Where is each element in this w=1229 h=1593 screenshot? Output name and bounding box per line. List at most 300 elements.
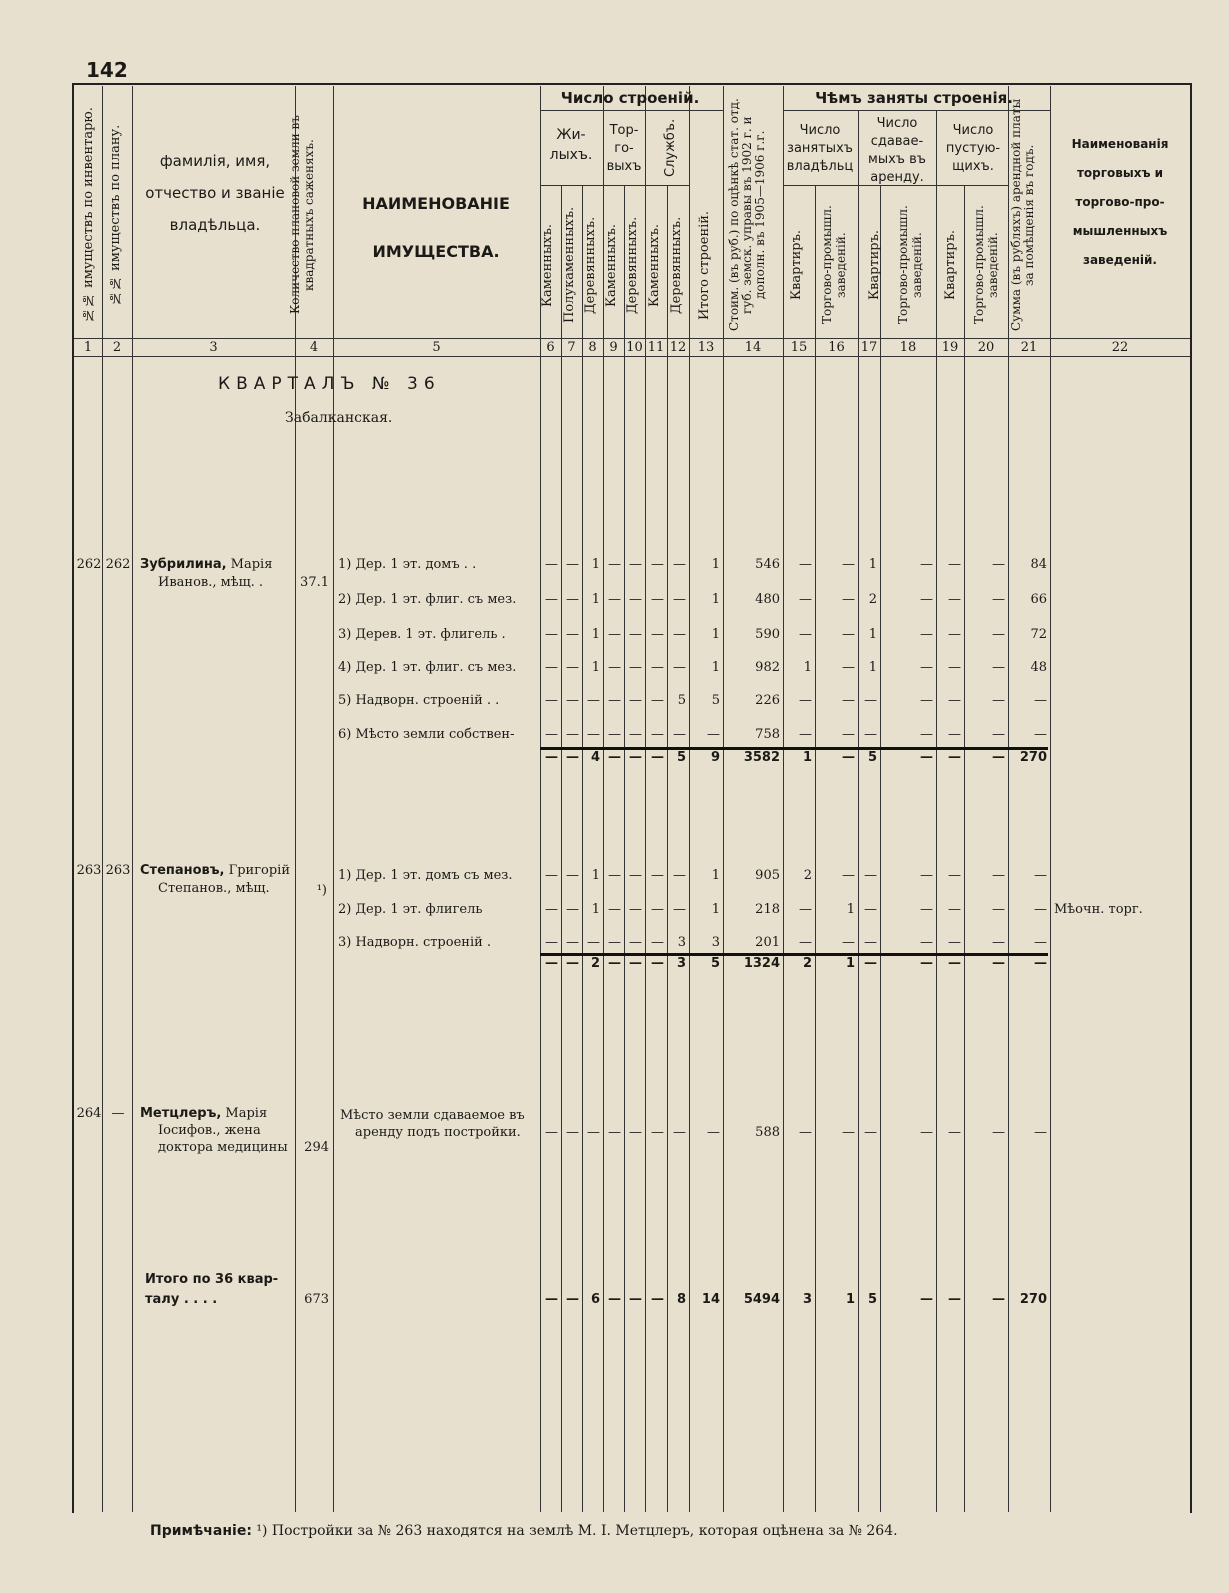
value-col7: — [566, 1292, 579, 1307]
value-col20: — [992, 956, 1005, 971]
column-number-1: 1 [83, 340, 93, 355]
value-col14: 480 [755, 592, 780, 607]
column-number-3: 3 [209, 340, 218, 355]
value-col10: — [629, 1292, 642, 1307]
value-col7: — [566, 750, 579, 765]
value-col8: — [587, 1125, 600, 1140]
value-col13: — [707, 727, 720, 742]
value-col16: — [842, 935, 855, 950]
value-col12: 5 [676, 750, 686, 765]
value-col19: — [948, 750, 961, 765]
value-col19: — [948, 935, 961, 950]
area-value: 294 [304, 1140, 329, 1155]
value-col13: 9 [710, 750, 720, 765]
value-col10: — [629, 727, 642, 742]
value-col7: — [566, 1125, 579, 1140]
inventory-number: 262 [76, 557, 102, 572]
column-number-21: 21 [1020, 340, 1038, 355]
header-col9: Каменныхъ. [604, 223, 619, 307]
value-col17: — [864, 727, 877, 742]
value-col14: 982 [755, 660, 780, 675]
value-col18: — [920, 902, 933, 917]
value-col7: — [566, 627, 579, 642]
value-col10: — [629, 557, 642, 572]
property-description: 3) Надворн. строеній . [338, 935, 492, 950]
value-col16: — [842, 750, 855, 765]
value-col14: 201 [755, 935, 780, 950]
value-col7: — [566, 935, 579, 950]
value-col8: — [587, 935, 600, 950]
header-col16: Торгово-промышл. заведеній. [820, 205, 848, 325]
value-col13: 1 [711, 557, 720, 572]
value-col12: 3 [676, 956, 686, 971]
value-col10: — [629, 693, 642, 708]
owner-title: доктора медицины [158, 1140, 288, 1155]
value-col17: — [864, 868, 877, 883]
value-col8: — [587, 727, 600, 742]
value-col8: 1 [591, 902, 600, 917]
value-col16: — [842, 1125, 855, 1140]
value-col21: 270 [1019, 750, 1047, 765]
value-col21: 270 [1019, 1292, 1047, 1307]
value-col18: — [920, 935, 933, 950]
value-col12: — [673, 592, 686, 607]
grand-total-label: Итого по 36 квар- [145, 1272, 279, 1287]
header-col15: Квартиръ. [789, 229, 804, 301]
value-col17: 2 [868, 592, 877, 607]
value-col8: 2 [590, 956, 600, 971]
header-col13: Итого строеній. [697, 210, 712, 320]
header-col2: №№ имуществъ по плану. [108, 124, 123, 306]
value-col14: 590 [755, 627, 780, 642]
value-col14: 588 [755, 1125, 780, 1140]
value-col14: 226 [755, 693, 780, 708]
value-col19: — [948, 660, 961, 675]
value-col15: 2 [803, 868, 812, 883]
value-col13: 5 [711, 693, 720, 708]
value-col6: — [545, 902, 558, 917]
header-col1: №№ имуществъ по инвентарю. [81, 107, 96, 323]
value-col13: — [707, 1125, 720, 1140]
value-col9: — [608, 660, 621, 675]
value-col15: — [799, 592, 812, 607]
value-col19: — [948, 1292, 961, 1307]
value-col15: 1 [803, 660, 812, 675]
header-col10: Деревянныхъ. [625, 216, 640, 314]
row-rule [74, 338, 1190, 339]
column-number-15: 15 [790, 340, 808, 355]
value-col9: — [608, 868, 621, 883]
value-col15: — [799, 627, 812, 642]
value-col10: — [629, 750, 642, 765]
property-description: 2) Дер. 1 эт. флиг. съ мез. [338, 592, 517, 607]
value-col20: — [992, 868, 1005, 883]
header-col19: Квартиръ. [943, 229, 958, 301]
value-col15: — [799, 902, 812, 917]
table-right-border [1190, 83, 1192, 1513]
value-col21: — [1034, 935, 1047, 950]
value-col11: — [651, 592, 664, 607]
value-col17: — [864, 1125, 877, 1140]
value-col12: — [673, 868, 686, 883]
value-col9: — [608, 727, 621, 742]
value-col18: — [920, 557, 933, 572]
value-col17: 5 [867, 1292, 877, 1307]
value-col19: — [948, 557, 961, 572]
value-col20: — [992, 1292, 1005, 1307]
value-col10: — [629, 1125, 642, 1140]
value-col8: 1 [591, 868, 600, 883]
value-col8: 1 [591, 557, 600, 572]
value-col17: — [864, 902, 877, 917]
property-description: 5) Надворн. строеній . . [338, 693, 500, 708]
value-col17: — [864, 935, 877, 950]
owner-name: Метцлеръ, Марія [140, 1106, 268, 1121]
value-col18: — [920, 627, 933, 642]
area-value: ¹) [316, 883, 327, 898]
block-title: КВАРТАЛЪ № 36 [218, 374, 441, 394]
column-rule [880, 185, 881, 1512]
value-col16: — [842, 557, 855, 572]
value-col12: — [673, 902, 686, 917]
value-col16: 1 [845, 1292, 855, 1307]
column-number-18: 18 [899, 340, 917, 355]
header-group-buildings: Число строеній. [560, 89, 700, 107]
column-number-17: 17 [860, 340, 878, 355]
value-col10: — [629, 868, 642, 883]
header-sub-owner: Число занятыхъ владѣльц [786, 123, 854, 174]
header-sub-rent: Число сдавае-мыхъ въ аренду. [868, 116, 926, 185]
column-number-4: 4 [309, 340, 319, 355]
value-col19: — [948, 956, 961, 971]
value-col19: — [948, 1125, 961, 1140]
value-col11: — [651, 868, 664, 883]
value-col10: — [629, 935, 642, 950]
property-description: 1) Дер. 1 эт. домъ . . [338, 557, 477, 572]
value-col6: — [545, 693, 558, 708]
column-rule [964, 185, 965, 1512]
value-col15: 2 [802, 956, 812, 971]
value-col11: — [651, 557, 664, 572]
value-col21: 84 [1030, 557, 1047, 572]
value-col10: — [629, 902, 642, 917]
value-col14: 1324 [743, 956, 780, 971]
header-col20: Торгово-промышл. заведеній. [972, 205, 1000, 325]
grand-total-area: 673 [304, 1292, 329, 1307]
value-col7: — [566, 956, 579, 971]
column-number-16: 16 [828, 340, 845, 355]
value-col20: — [992, 627, 1005, 642]
value-col20: — [992, 592, 1005, 607]
value-col13: 1 [711, 627, 720, 642]
value-col18: — [920, 592, 933, 607]
value-col10: — [629, 660, 642, 675]
property-description: 1) Дер. 1 эт. домъ съ мез. [338, 868, 513, 883]
value-col20: — [992, 1125, 1005, 1140]
value-col20: — [992, 935, 1005, 950]
column-number-19: 19 [941, 340, 959, 355]
column-number-8: 8 [588, 340, 597, 355]
column-rule [667, 185, 668, 1512]
value-col18: — [920, 956, 933, 971]
column-rule [815, 185, 816, 1512]
value-col8: 1 [591, 592, 600, 607]
value-col6: — [545, 557, 558, 572]
area-value: 37.1 [300, 575, 329, 590]
header-col7: Полукаменныхъ. [562, 206, 577, 324]
header-col3: фамилія, имя, отчество и званіе владѣльца. [145, 152, 285, 234]
value-col6: — [545, 868, 558, 883]
value-col20: — [992, 557, 1005, 572]
column-rule [132, 86, 133, 1512]
grand-total-label: талу . . . . [145, 1292, 218, 1307]
value-col9: — [608, 1125, 621, 1140]
value-col21: — [1034, 693, 1047, 708]
column-rule [333, 86, 334, 1512]
value-col11: — [651, 750, 664, 765]
value-col21: — [1034, 956, 1047, 971]
value-col13: 5 [710, 956, 720, 971]
header-col22: Наименованія торговыхъ и торгово-про- мышленныхъ заведеній. [1071, 137, 1169, 267]
column-number-10: 10 [626, 340, 643, 355]
value-col13: 3 [711, 935, 720, 950]
value-col11: — [651, 1125, 664, 1140]
value-col13: 1 [711, 868, 720, 883]
header-col5: НАИМЕНОВАНІЕ ИМУЩЕСТВА. [362, 194, 510, 261]
value-col18: — [920, 868, 933, 883]
value-col9: — [608, 1292, 621, 1307]
owner-title: Степанов., мѣщ. [158, 881, 270, 896]
value-col6: — [545, 1292, 558, 1307]
value-col13: 1 [711, 902, 720, 917]
value-col18: — [920, 660, 933, 675]
value-col15: — [799, 557, 812, 572]
value-col19: — [948, 868, 961, 883]
value-col13: 1 [711, 660, 720, 675]
value-col9: — [608, 557, 621, 572]
value-col21: — [1034, 727, 1047, 742]
row-rule [74, 356, 1190, 357]
value-col9: — [608, 902, 621, 917]
plan-number: — [111, 1106, 125, 1121]
value-col17: 1 [868, 660, 877, 675]
value-col11: — [651, 727, 664, 742]
property-description: аренду подъ постройки. [355, 1125, 521, 1140]
value-col18: — [920, 693, 933, 708]
column-rule [102, 86, 103, 1512]
column-rule [582, 185, 583, 1512]
header-sub-trade: Тор-го-выхъ [606, 123, 642, 174]
column-number-7: 7 [567, 340, 576, 355]
value-col13: 1 [711, 592, 720, 607]
value-col20: — [992, 660, 1005, 675]
value-col7: — [566, 557, 579, 572]
value-col21: 66 [1030, 592, 1047, 607]
column-number-6: 6 [546, 340, 555, 355]
header-col12: Деревянныхъ. [669, 216, 684, 314]
row-rule [540, 110, 723, 111]
header-col6: Каменныхъ. [540, 223, 555, 307]
value-col15: 3 [802, 1292, 812, 1307]
value-col19: — [948, 592, 961, 607]
value-col20: — [992, 693, 1005, 708]
value-col9: — [608, 750, 621, 765]
value-col12: — [673, 727, 686, 742]
header-col8: Деревянныхъ. [583, 216, 598, 314]
value-col15: 1 [802, 750, 812, 765]
column-number-9: 9 [609, 340, 618, 355]
inventory-number: 263 [76, 863, 102, 878]
value-col11: — [651, 627, 664, 642]
plan-number: 262 [105, 557, 131, 572]
owner-name: Зубрилина, Марія [140, 557, 273, 572]
value-col15: — [799, 1125, 812, 1140]
value-col19: — [948, 902, 961, 917]
value-col21: — [1034, 1125, 1047, 1140]
plan-number: 263 [105, 863, 131, 878]
value-col8: — [587, 693, 600, 708]
value-col14: 5494 [743, 1292, 780, 1307]
value-col17: 1 [868, 627, 877, 642]
value-col6: — [545, 1125, 558, 1140]
value-col19: — [948, 693, 961, 708]
value-col9: — [608, 956, 621, 971]
value-col7: — [566, 693, 579, 708]
column-number-2: 2 [112, 340, 122, 355]
column-rule [624, 185, 625, 1512]
column-rule [1050, 86, 1051, 1512]
value-col16: — [842, 693, 855, 708]
property-description: 6) Мѣсто земли собствен- [338, 727, 515, 742]
column-number-22: 22 [1111, 340, 1129, 355]
value-col11: — [651, 935, 664, 950]
value-col7: — [566, 902, 579, 917]
property-description: 3) Дерев. 1 эт. флигель . [338, 627, 506, 642]
value-col16: — [842, 660, 855, 675]
owner-name: Степановъ, Григорій [140, 863, 291, 878]
value-col8: 4 [590, 750, 600, 765]
value-col16: 1 [845, 956, 855, 971]
value-col12: 3 [677, 935, 686, 950]
value-col9: — [608, 935, 621, 950]
value-col7: — [566, 592, 579, 607]
value-col18: — [920, 727, 933, 742]
value-col16: — [842, 868, 855, 883]
table-top-border [72, 83, 1192, 85]
value-col11: — [651, 956, 664, 971]
value-col8: 1 [591, 627, 600, 642]
value-col16: — [842, 727, 855, 742]
value-col21: 48 [1030, 660, 1047, 675]
value-col20: — [992, 902, 1005, 917]
header-group-occupied: Чѣмъ заняты строенія. [815, 89, 1013, 107]
value-col11: — [651, 902, 664, 917]
value-col19: — [948, 627, 961, 642]
value-col8: 1 [591, 660, 600, 675]
value-col18: — [920, 1125, 933, 1140]
value-col12: — [673, 1125, 686, 1140]
value-col18: — [920, 1292, 933, 1307]
value-col14: 3582 [743, 750, 780, 765]
value-col7: — [566, 868, 579, 883]
row-rule [540, 185, 689, 186]
column-rule [561, 185, 562, 1512]
column-number-11: 11 [647, 340, 665, 355]
footnote: Примѣчаніе: ¹) Постройки за № 263 находятся на землѣ М. І. Метцлеръ, которая оцѣнена за № 264. [150, 1523, 898, 1539]
value-col8: 6 [590, 1292, 600, 1307]
value-col21: — [1034, 902, 1047, 917]
property-description: 2) Дер. 1 эт. флигель [338, 902, 483, 917]
value-col9: — [608, 693, 621, 708]
value-col14: 758 [755, 727, 780, 742]
value-col10: — [629, 627, 642, 642]
property-description: 4) Дер. 1 эт. флиг. съ мез. [338, 660, 517, 675]
value-col11: — [651, 693, 664, 708]
value-col16: — [842, 592, 855, 607]
value-col12: 8 [676, 1292, 686, 1307]
owner-title: Іосифов., жена [158, 1123, 261, 1138]
property-description: Мѣсто земли сдаваемое въ [340, 1108, 525, 1123]
header-sub-living: Жи-лыхъ. [549, 127, 593, 163]
header-col11: Каменныхъ. [647, 223, 662, 307]
header-col18: Торгово-промышл. заведеній. [896, 205, 924, 325]
value-col7: — [566, 727, 579, 742]
header-col14: Стоим. (въ руб.) по оцѣнкѣ стат. отд. губ. земск. управы въ 1902 г. и дополн. въ 1905—1906 г.г. [727, 98, 767, 332]
value-col11: — [651, 1292, 664, 1307]
value-col6: — [545, 592, 558, 607]
value-col17: — [864, 693, 877, 708]
value-col6: — [545, 627, 558, 642]
value-col15: — [799, 935, 812, 950]
column-number-12: 12 [669, 340, 687, 355]
value-col17: 5 [867, 750, 877, 765]
value-col9: — [608, 592, 621, 607]
page-number: 142 [86, 58, 128, 82]
inventory-number: 264 [76, 1106, 102, 1121]
value-col11: — [651, 660, 664, 675]
column-number-5: 5 [432, 340, 441, 355]
value-col12: — [673, 660, 686, 675]
value-col6: — [545, 935, 558, 950]
value-col20: — [992, 727, 1005, 742]
value-col21: 72 [1030, 627, 1047, 642]
owner-title: Иванов., мѣщ. . [158, 575, 264, 590]
street-name: Забалканская. [285, 410, 393, 426]
value-col15: — [799, 727, 812, 742]
header-sub-service: Службъ. [663, 118, 678, 178]
value-col12: 5 [677, 693, 686, 708]
value-col16: 1 [846, 902, 855, 917]
column-number-13: 13 [697, 340, 715, 355]
header-sub-empty: Число пустую-щихъ. [945, 123, 1001, 174]
value-col17: — [864, 956, 877, 971]
value-col20: — [992, 750, 1005, 765]
value-col6: — [545, 750, 558, 765]
header-col4: Количество плановой земли въ квадратныхъ саженяхъ. [288, 115, 316, 315]
value-col14: 546 [755, 557, 780, 572]
value-col21: — [1034, 868, 1047, 883]
business-name: Мѣочн. торг. [1054, 902, 1143, 917]
value-col16: — [842, 627, 855, 642]
value-col6: — [545, 956, 558, 971]
value-col6: — [545, 660, 558, 675]
value-col15: — [799, 693, 812, 708]
column-number-14: 14 [744, 340, 762, 355]
value-col14: 905 [755, 868, 780, 883]
value-col6: — [545, 727, 558, 742]
value-col12: — [673, 627, 686, 642]
table-left-border [72, 83, 74, 1513]
